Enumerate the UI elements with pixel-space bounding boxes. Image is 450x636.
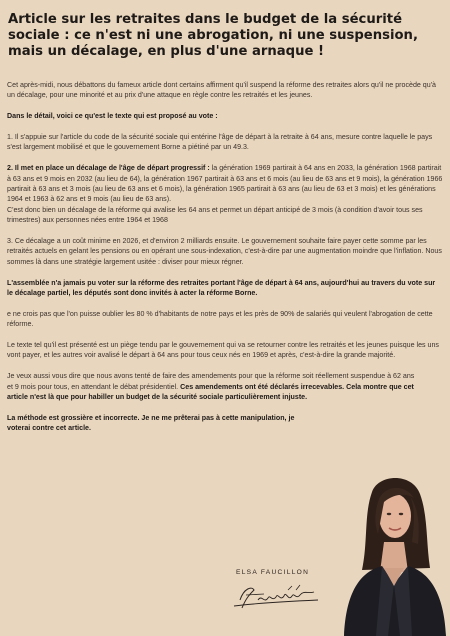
intro-paragraph: Cet après-midi, nous débattons du fameux article dont certains affirment qu'il suspend la réforme des retraites alors qu'il ne procède qu'à un décalage, pour une minorité et au prix d'une attaque en règle contre les retraités et les jeunes.	[7, 81, 436, 100]
article-body	[7, 80, 443, 444]
signature-image	[230, 582, 322, 612]
believe-paragraph: e ne crois pas que l'on puisse oublier les 80 % d'habitants de notre pays et les près de 90% de salariés qui veulent l'abrogation de cette réforme.	[7, 309, 433, 329]
conclusion-paragraph: La méthode est grossière et incorrecte. Je ne me prêterai pas à cette manipulation, je voterai contre cet article.	[7, 413, 295, 433]
point-2: 2. Il met en place un décalage de l'âge de départ progressif : la génération 1969 partirait à 64 ans en 2033, la génération 1968 partirait à 63 ans et 9 mois en 2032 (au lieu de 64), la génération 1967 partirait à 63 ans et 6 mois (au lieu de 63 ans et 9 mois), la génération 1966 partirait à 63 ans et 3 mois (au lieu de 63 ans et 6 mois), la génération 1965 partirait à 63 ans (au lieu de 63 et 3 mois) et les générations 1964 et 1963 à 62 ans et 9 mois (au lieu de 63 ans).	[7, 164, 443, 204]
point-3: 3. Ce décalage a un coût minime en 2026, et d'environ 2 milliards ensuite. Le gouvernement souhaite faire payer cette somme par les retraités actuels en gelant les pensions ou en opérant une sous-indexation, c'est-à-dire par une augmentation moindre que l'inflation. Nous sommes là dans une stratégie largement usitée : diviser pour mieux régner.	[7, 237, 442, 266]
trap-paragraph: Le texte tel qu'il est présenté est un piège tendu par le gouvernement qui va se retourner contre les retraités et les jeunes puisque les uns vont payer, et les autres voir avalisé le départ à 64 ans pour tous ceux nés en 1969 et après, c'est-à-dire la grande majorité.	[7, 341, 439, 360]
detail-heading: Dans le détail, voici ce qu'est le texte qui est proposé au vote :	[7, 112, 218, 121]
page-title: Article sur les retraites dans le budget de la sécurité sociale : ce n'est ni une abrogation, ni une suspension, mais un décalage, en plus d'une arnaque !	[8, 12, 418, 59]
amendments-paragraph: Je veux aussi vous dire que nous avons tenté de faire des amendements pour que la réforme soit réellement suspendue à 62 ans et 9 mois pour tous, en attendant le débat présidentiel. Ces amendements ont été déclarés irrecevables. Cela montre que cet article n'est là que pour habiller un budget de la sécurité sociale particulièrement injuste.	[7, 372, 415, 402]
point-2-extra: C'est donc bien un décalage de la réforme qui avalise les 64 ans et permet un départ anticipé de 3 mois (à condition d'avoir tous ses trimestres) aux personnes nées entre 1964 et 1968	[7, 205, 423, 225]
author-portrait	[338, 472, 450, 636]
point-1: 1. Il s'appuie sur l'article du code de la sécurité sociale qui entérine l'âge de départ à la retraite à 64 ans, mesure contre laquelle le pays s'est largement mobilisé et que le gouvernement Borne a piétiné par un 49.3.	[7, 133, 433, 152]
assembly-paragraph: L'assemblée n'a jamais pu voter sur la réforme des retraites portant l'âge de départ à 64 ans, aujourd'hui au travers du vote sur le décalage partiel, les députés sont donc invités à acter la réforme Borne.	[7, 278, 436, 298]
author-name: ELSA FAUCILLON	[236, 569, 310, 576]
